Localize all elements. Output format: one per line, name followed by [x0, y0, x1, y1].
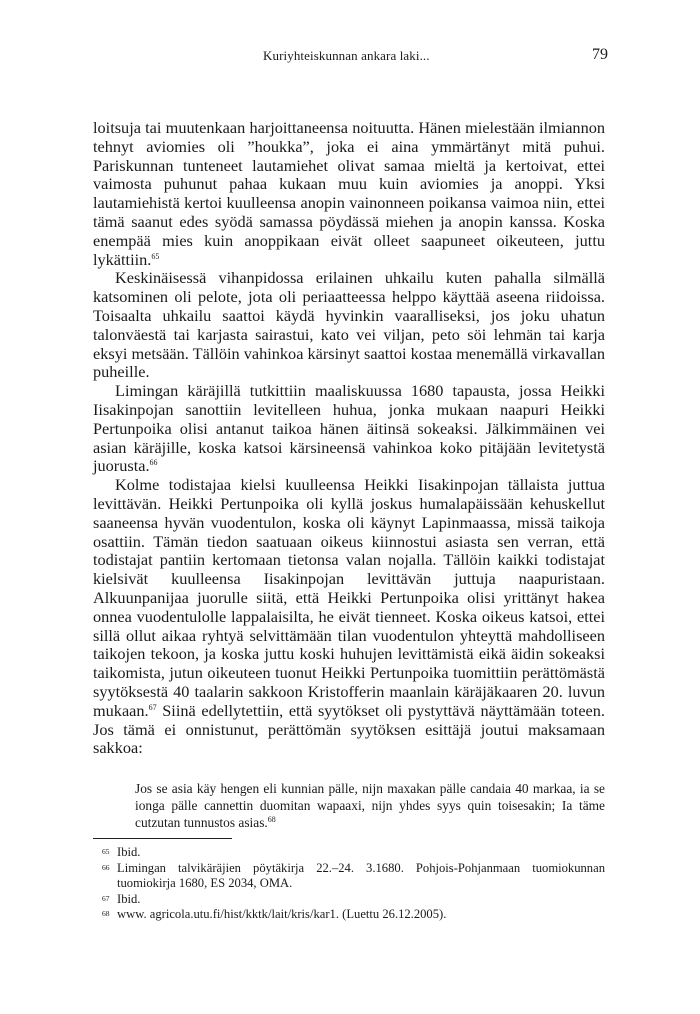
footnotes [93, 845, 605, 923]
paragraph-3 [93, 382, 605, 476]
footnote-text: Limingan talvikäräjien pöytäkirja 22.–24. 3.1680. Pohjois-Pohjanmaan tuomiokunnan tuomiokirja 1680, ES 2034, OMA. [117, 860, 605, 890]
paragraph-text: Keskinäisessä vihanpidossa erilainen uhkailu kuten pahalla silmällä katsominen oli pelote, jota oli periaatteessa helppo käyttää aseena riidoissa. Toisaalta uhkailu saattoi käydä hyvinkin vaaralliseksi, jos joku uhatun talonväestä tai karjasta sairastui, kato vei viljan, peto söi lehmän tai karja eksyi metsään. Tällöin vahinkoa kärsinyt saattoi kostaa menemällä virkavallan puheille. [93, 268, 605, 382]
page-number: 79 [592, 46, 608, 63]
footnote-65 [93, 845, 605, 861]
footnote-number: 66 [102, 862, 110, 872]
footnote-number: 68 [102, 909, 110, 918]
paragraph-text: loitsuja tai muutenkaan harjoittaneensa noituutta. Hänen mielestään ilmiannon tehnyt aviomies oli ”houkka”, joka ei aina ymmärtänyt mitä puhui. Pariskunnan tunteneet lautamiehet olivat samaa mieltä ja kertoivat, ettei vaimosta puhunut pahaa kukaan muu kuin aviomies ja anoppi. Yksi lautamiehistä kertoi kuulleensa anopin vainonneen poikansa vaimoa niin, ettei tämä saanut edes syödä samassa pöydässä miehen ja anopin kanssa. Koska enempää mies kuin anoppikaan eivät olleet saapuneet oikeuteen, juttu lykättiin. [93, 118, 605, 269]
block-quote [135, 780, 605, 831]
footnote-text: www. agricola.utu.fi/hist/kktk/lait/kris/kar1. (Luettu 26.12.2005). [117, 907, 447, 921]
paragraph-2 [93, 269, 605, 382]
footnote-67 [93, 892, 605, 908]
footnote-ref: 65 [151, 251, 160, 261]
footnote-68 [93, 907, 605, 923]
footnote-number: 67 [102, 893, 110, 903]
footnote-text: Ibid. [117, 845, 141, 859]
quote-text: Jos se asia käy hengen eli kunnian pälle, nijn maxakan pälle candaia 40 markaa, ia se ionga pälle cannettin duomitan wapaaxi, nijn yhdes syys quin toisesakin; Ia täme cutzutan tunnustos asias. [135, 781, 605, 831]
footnote-ref: 68 [267, 815, 276, 825]
footnote-66 [93, 861, 605, 892]
paragraph-text-continuation: Siinä edellytettiin, että syytökset oli pystyttävä näyttämään toteen. Jos tämä ei onnistunut, perättömän syytöksen esittäjä joutui maksamaan sakkoa: [93, 700, 605, 758]
footnote-divider [93, 838, 232, 839]
paragraph-text: Limingan käräjillä tutkittiin maaliskuussa 1680 tapausta, jossa Heikki Iisakinpojan sanottiin levitelleen huhua, jonka mukaan naapuri Heikki Pertunpoika olisi antanut taikoa hänen äitinsä sokeaksi. Jälkimmäinen vei asian käräjille, koska katsoi kärsineensä vahinkoa koko pitäjään levitetystä juorusta. [93, 381, 605, 476]
footnote-text: Ibid. [117, 891, 141, 906]
footnote-number: 65 [102, 847, 110, 856]
paragraph-1 [93, 119, 605, 269]
footnote-ref: 67 [148, 702, 157, 712]
paragraph-text: Kolme todistajaa kielsi kuulleensa Heikki Iisakinpojan tällaista juttua levittävän. Heikki Pertunpoika oli kyllä joskus humalapäissään kehuskellut saaneensa hyvän vuodentulon, koska oli käynyt Lapinmaassa, missä taikoja osattiin. Tämän tiedon saatuaan oikeus kiinnostui asiasta sen verran, että todistajat pantiin kertomaan tietonsa valan nojalla. Tällöin kaikki todistajat kielsivät kuulleensa Iisakinpojan levittävän juttuja naapuristaan. Alkuunpanijaa juorulle siitä, että Heikki Pertunpoika olisi yrittänyt hakea onnea vuodentulolle lappalaisilta, he eivät tienneet. Koska oikeus katsoi, ettei sillä ollut aikaa ryhtyä selvittämään tilan vuodentulon yhteyttä mahdolliseen taikojen tekoon, ja koska juttu koski huhujen levittämistä eikä äidin sokeaksi taikomista, jutun oikeuteen tuonut Heikki Pertunpoika tuomittiin perättömästä syytöksestä 40 taalarin sakkoon Kristofferin maanlain käräjäkaaren 20. luvun mukaan. [93, 475, 605, 720]
body-text [93, 119, 605, 831]
running-head: Kuriyhteiskunnan ankara laki... [263, 48, 430, 63]
footnote-ref: 66 [149, 458, 158, 468]
paragraph-4 [93, 476, 605, 758]
